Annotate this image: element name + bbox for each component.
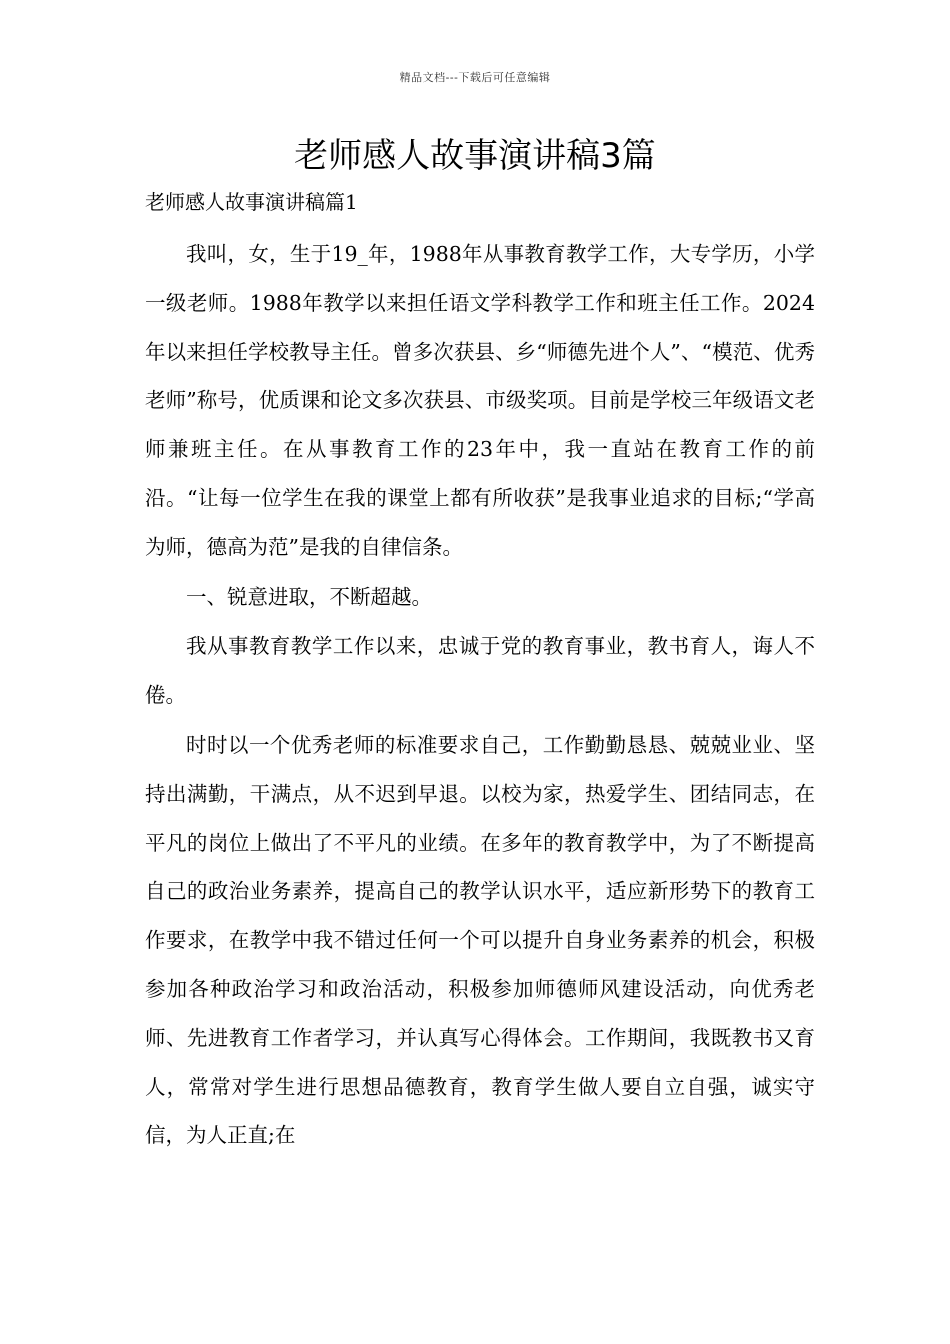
header-note: 精品文档---下载后可任意编辑 [399,71,551,84]
document-title: 老师感人故事演讲稿3篇 [294,136,656,176]
section-heading: 老师感人故事演讲稿篇1 [145,190,358,214]
paragraph-standards: 时时以一个优秀老师的标准要求自己，工作勤勤恳恳、兢兢业业、坚持出满勤，干满点，从不迟到早退。以校为家，热爱学生、团结同志，在平凡的岗位上做出了不平凡的业绩。在多年的教育教学中，为了不断提高自己的政治业务素养，提高自己的教学认识水平，适应新形势下的教育工作要求，在教学中我不错过任何一个可以提升自身业务素养的机会，积极参加各种政治学习和政治活动，积极参加师德师风建设活动，向优秀老师、先进教育工作者学习，并认真写心得体会。工作期间，我既教书又育人，常常对学生进行思想品德教育，教育学生做人要自立自强，诚实守信，为人正直;在 [145,732,815,1148]
paragraph-dedication: 我从事教育教学工作以来，忠诚于党的教育事业，教书育人，诲人不倦。 [145,634,815,708]
paragraph-subheading: 一、锐意进取，不断超越。 [186,584,432,609]
paragraph-intro: 我叫，女，生于19_年，1988年从事教育教学工作，大专学历，小学一级老师。1988年教学以来担任语文学科教学工作和班主任工作。2024年以来担任学校教导主任。曾多次获县、乡“师德先进个人”、“模范、优秀老师”称号，优质课和论文多次获县、市级奖项。目前是学校三年级语文老师兼班主任。在从事教育工作的23年中，我一直站在教育工作的前沿。“让每一位学生在我的课堂上都有所收获”是我事业追求的目标;“学高为师，德高为范”是我的自律信条。 [145,242,815,559]
document-body [145,230,815,1161]
